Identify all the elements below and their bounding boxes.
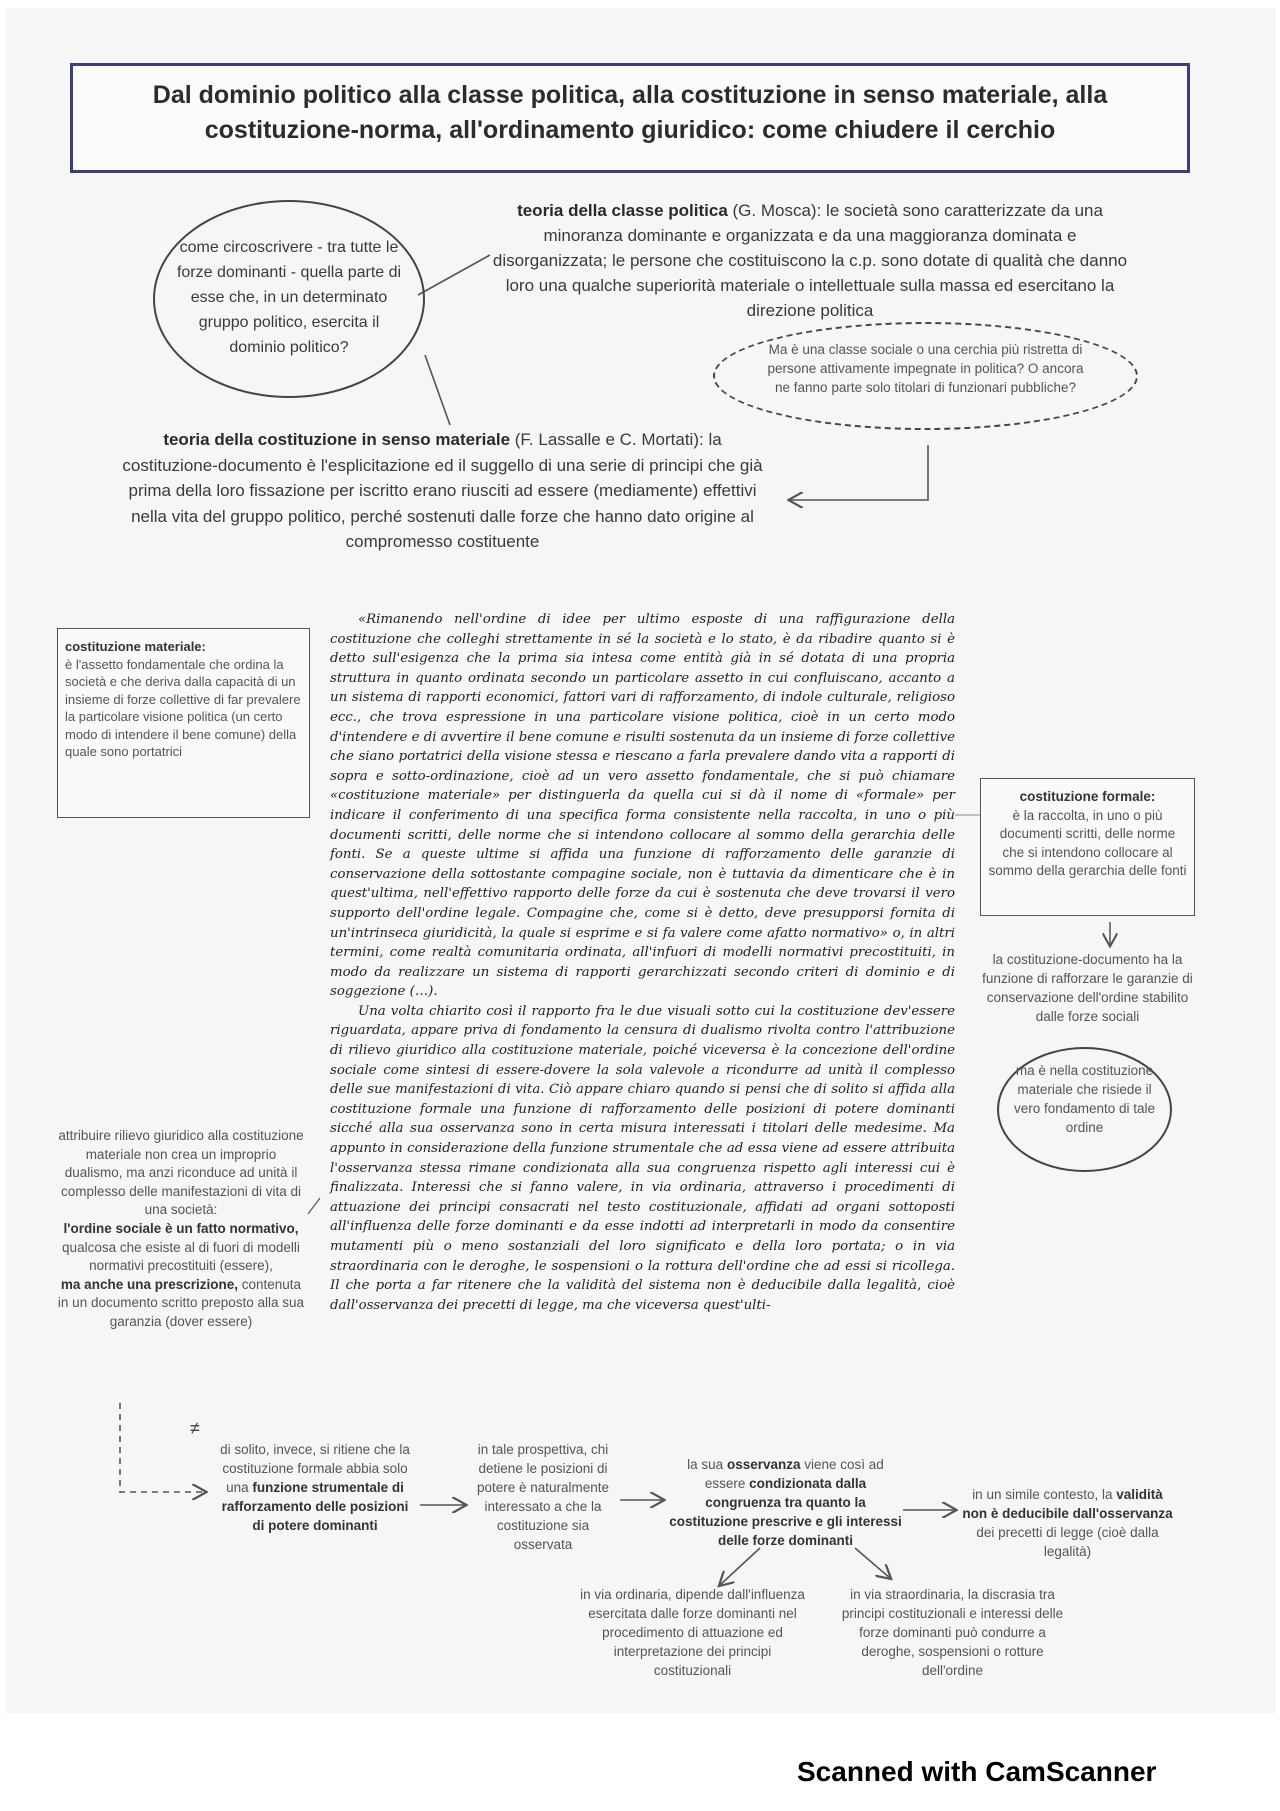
costituzione-materiale-theory xyxy=(115,427,770,555)
flow-branch-ordinaria: in via ordinaria, dipende dall'influenza esercitata dalle forze dominanti nel procedimento di attuazione ed interpretazione dei principi costituzionali xyxy=(580,1587,805,1678)
excerpt-paragraph-1: «Rimanendo nell'ordine di idee per ultimo esposte di una raffigurazione della costituzione che colleghi strettamente in sé la società e lo stato, è da ribadire quanto si è detto sull'esigenza che la prima sia intesa come entità già in sé dotata di una propria struttura in quanto ordinata secondo un particolare assetto in cui confluiscano, accanto a un sistema di rapporti economici, fattori vari di rafforzamento, di indole culturale, religioso ecc., che trova espressione in una particolare visione politica, cioè in un certo modo d'intendere e di avvertire il bene comune e risulti sostenuta da un insieme di forze collettive che siano portatrici della visione stessa e riescano a farla prevalere dando vita a rapporti di sopra e sotto-ordinazione, cioè ad un vero assetto fondamentale, che si può chiamare «costituzione materiale» per distinguerla da quella cui si dà il nome di «formale» per indicare il conferimento di una specifica forma consistente nella raccolta, in uno o più documenti scritti, delle norme che si intendono collocare al sommo della gerarchia delle fonti. Se a queste ultime si affida una funzione di rafforzamento delle garanzie di conservazione della sottostante compagine sociale, non è tuttavia da dimenticare che è in quest'ultima, nell'effettivo rapporto delle forze da cui è sostenuta che deve trovarsi il vero supporto dell'ordine legale. Compagine che, come si è detto, deve presupporsi fornita di un'intrinseca giuridicità, la quale si esprime e si fa valere come afatto normativo» o, in altri termini, come realtà comunitaria ordinata, all'infuori di modelli normativi precostituiti, in modo da realizzare un sistema di rapporti gerarchizzati secondo criteri di dominio e di soggezione (…). xyxy=(330,612,955,1000)
left-note-bold1: l'ordine sociale è un fatto normativo, xyxy=(63,1220,299,1236)
box-formale-heading: costituzione formale xyxy=(1019,789,1151,804)
line-oval-to-classe-politica xyxy=(418,255,490,295)
dashed-question-oval xyxy=(713,322,1138,430)
box-costituzione-formale xyxy=(980,778,1195,916)
flow-step-4-bold: validità non è deducibile dall'osservanza xyxy=(962,1487,1173,1521)
dashed-arrow-to-flow xyxy=(120,1403,205,1492)
left-note-bold2: ma anche una prescrizione, xyxy=(60,1276,238,1292)
box-formale-text: è la raccolta, in uno o più documenti scritti, delle norme che si intendono collocare al sommo della gerarchia delle fonti xyxy=(988,807,1187,878)
question-oval-text: come circoscrivere - tra tutte le forze dominanti - quella parte di esse che, in un determinato gruppo politico, esercita il dominio politico? xyxy=(176,239,402,356)
costituzione-materiale-author: (F. Lassalle e C. Mortati): xyxy=(514,430,704,449)
box-materiale-text: è l'assetto fondamentale che ordina la società e che deriva dalla capacità di un insieme di forze collettive di far prevalere la particolare visione politica (un certo modo di intendere il bene comune) della quale sono portatrici xyxy=(65,656,301,759)
flow-step-1 xyxy=(215,1440,415,1535)
left-note-part2: qualcosa che esiste al di fuori di modelli normativi precostituiti (essere), xyxy=(62,1239,300,1274)
question-oval xyxy=(153,200,425,398)
costituzione-materiale-text: la costituzione-documento è l'esplicitazione ed il suggello di una serie di principi che già prima della loro fissazione per iscritto erano riusciti ad essere (mediamente) effettivi nella vita del gruppo politico, perché sostenuti dalle forze che hanno dato origine al compromesso costituente xyxy=(122,430,763,551)
line-oval-to-costituzione-materiale xyxy=(425,355,450,425)
oval-vero-fondamento xyxy=(997,1047,1172,1172)
classe-politica-heading: teoria della classe politica xyxy=(517,201,728,220)
flow-step-3-pre: la sua xyxy=(687,1457,724,1472)
flow-step-3-mid: viene così ad essere xyxy=(704,1457,884,1491)
flow-step-4 xyxy=(960,1485,1175,1561)
box-costituzione-materiale xyxy=(57,628,310,818)
flow-step-2: in tale prospettiva, chi detiene le posizioni di potere è naturalmente interessato a che la costituzione sia osservata xyxy=(476,1442,610,1552)
not-equal-symbol: ≠ xyxy=(190,1418,200,1438)
flow-step-3 xyxy=(668,1455,903,1550)
excerpt-paragraph-2: Una volta chiarito così il rapporto fra le due visuali sotto cui la costituzione dev'essere riguardata, appare priva di fondamento la censura di dualismo rivolta contro l'attribuzione di rilievo giuridico alla costituzione materiale, poiché viceversa è la concezione dell'ordine sociale come sintesi di essere-dovere la sola valevole a ricondurre ad unità il complesso delle sue manifestazioni di vita. Ciò appare chiaro quando si pensi che di solito si affida alla costituzione formale una funzione di rafforzamento delle posizioni di potere dominanti sicché alla sua osservanza sono in certa misura interessati i titolari delle medesime. Ma appunto in considerazione della funzione strumentale che ad essa viene ad essere attribuita l'osservanza stessa rimane condizionata alla sua congruenza rispetto agli interessi cui è finalizzata. Interessi che si fanno valere, in via ordinaria, attraverso i procedimenti di attuazione dei principi consacrati nel testo costituzionale, affidati ad organi sottoposti all'influenza delle forze dominanti e da esse indotti ad interpretarli in modo da consentire mutamenti più o meno sostanziali del loro significato e della loro portata; o in via straordinaria con le deroghe, le sospensioni o la rottura dell'ordine che ad essi si ricollega. Il che porta a far ritenere che la validità del sistema non è deducibile dalla legalità, cioè dall'osservanza dei precetti di legge, ma che viceversa quest'ulti- xyxy=(330,1003,955,1313)
flow-step-1-bold: funzione strumentale di rafforzamento delle posizioni di potere dominanti xyxy=(221,1480,409,1533)
left-note-part1: attribuire rilievo giuridico alla costituzione materiale non crea un improprio dualismo, ma anzi riconduce ad unità il complesso delle manifestazioni di vita di una società: xyxy=(58,1128,304,1218)
costituzione-materiale-heading: teoria della costituzione in senso materiale xyxy=(163,430,511,449)
title-line-2: costituzione-norma, all'ordinamento giuridico: come chiudere il cerchio xyxy=(204,116,1056,144)
left-note-part3: contenuta in un documento scritto preposto alla sua garanzia (dover essere) xyxy=(57,1276,305,1329)
dashed-question-text: Ma è una classe sociale o una cerchia più ristretta di persone attivamente impegnate in politica? O ancora ne fanno parte solo titolari di funzionari pubbliche? xyxy=(767,342,1084,395)
oval-vero-fondamento-text: ma è nella costituzione materiale che risiede il vero fondamento di tale ordine xyxy=(1013,1063,1156,1135)
classe-politica-block xyxy=(490,198,1130,323)
classe-politica-text: le società sono caratterizzate da una minoranza dominante e organizzata e da una maggioranza dominata e disorganizzata; le persone che costituiscono la c.p. sono dotate di qualità che danno loro una qualche superiorità materiale o intellettuale sulla massa ed esercitano la direzione politica xyxy=(492,201,1128,320)
note-rafforzare: la costituzione-documento ha la funzione di rafforzare le garanzie di conservazione dell'ordine stabilito dalle forze sociali xyxy=(982,952,1193,1024)
camscanner-watermark: Scanned with CamScanner xyxy=(797,1756,1157,1787)
box-materiale-content: costituzione materiale: è l'assetto fondamentale che ordina la società e che deriva dalla capacità di un insieme di forze collettive di far prevalere la particolare visione politica (un certo modo di intendere il bene comune) della quale sono portatrici xyxy=(65,639,301,759)
flow-step-4-post: dei precetti di legge (cioè dalla legalità) xyxy=(976,1525,1159,1559)
left-note xyxy=(55,1127,307,1332)
flow-arrow-ordinaria xyxy=(720,1548,760,1585)
book-excerpt xyxy=(330,610,955,1315)
line-left-note xyxy=(308,1198,320,1214)
flow-step-4-pre: in un simile contesto, la xyxy=(972,1487,1113,1502)
flow-step-3-bold-1: osservanza xyxy=(726,1457,801,1472)
title-line-1: Dal dominio politico alla classe politica, alla costituzione in senso materiale, alla xyxy=(152,81,1108,109)
box-formale-content: costituzione formale: è la raccolta, in uno o più documenti scritti, delle norme che si intendono collocare al sommo della gerarchia delle fonti xyxy=(988,789,1187,878)
flow-arrow-straordinaria xyxy=(855,1548,890,1578)
arrow-question-to-theory xyxy=(790,445,928,500)
flow-branch-straordinaria: in via straordinaria, la discrasia tra principi costituzionali e interessi delle forze dominanti può condurre a deroghe, sospensioni o rotture dell'ordine xyxy=(841,1587,1064,1678)
flow-step-1-text: di solito, invece, si ritiene che la costituzione formale abbia solo una xyxy=(220,1442,410,1495)
flow-step-3-bold-2: condizionata dalla congruenza tra quanto la costituzione prescrive e gli interessi delle forze dominanti xyxy=(669,1476,902,1548)
classe-politica-author: (G. Mosca): xyxy=(732,201,822,220)
box-materiale-heading: costituzione materiale xyxy=(65,639,202,654)
